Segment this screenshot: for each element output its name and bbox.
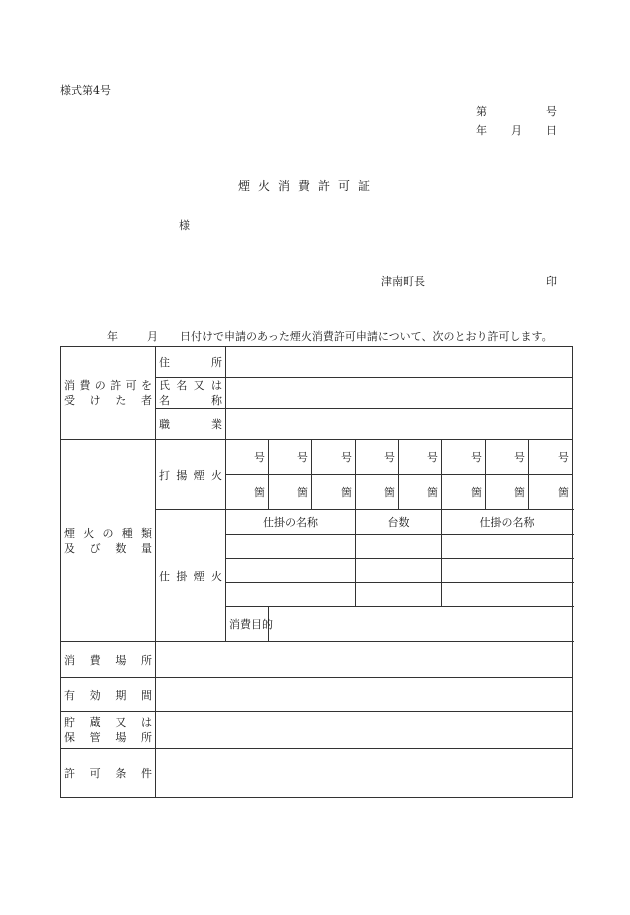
storage-field[interactable] bbox=[156, 712, 573, 749]
permit-holder-label bbox=[61, 347, 156, 440]
shikake-name-header: 仕掛の名称 bbox=[226, 510, 356, 535]
fireworks-label-line1: 煙火の種類 bbox=[64, 526, 152, 540]
doc-date-year: 年 bbox=[476, 124, 487, 137]
ko-cell[interactable]: 箇 bbox=[529, 475, 573, 510]
occupation-label: 職業 bbox=[156, 409, 226, 440]
occupation-field[interactable] bbox=[226, 409, 573, 440]
seal-mark: 印 bbox=[546, 275, 557, 288]
doc-number-dai: 第 bbox=[476, 105, 487, 118]
fireworks-label bbox=[61, 440, 156, 642]
shikake-name-cell[interactable] bbox=[442, 559, 573, 583]
addressee-sama: 様 bbox=[179, 219, 190, 232]
doc-number-go: 号 bbox=[546, 105, 557, 118]
name-label-line2: 名称 bbox=[159, 394, 222, 407]
shikake-count-cell[interactable] bbox=[356, 583, 442, 607]
form-number: 様式第4号 bbox=[60, 84, 111, 97]
storage-label-line2: 保管場所 bbox=[64, 731, 152, 744]
period-label: 有効期間 bbox=[61, 678, 156, 712]
conditions-field[interactable] bbox=[156, 749, 573, 798]
shikake-count-header: 台数 bbox=[356, 510, 442, 535]
ko-cell[interactable]: 箇 bbox=[269, 475, 312, 510]
shikake-name-cell[interactable] bbox=[442, 535, 573, 559]
go-cell[interactable]: 号 bbox=[529, 440, 573, 475]
ko-cell[interactable]: 箇 bbox=[442, 475, 486, 510]
ko-cell[interactable]: 箇 bbox=[399, 475, 442, 510]
intro-text: 日付けで申請のあった煙火消費許可申請について、次のとおり許可します。 bbox=[180, 330, 553, 343]
shikake-name-cell[interactable] bbox=[442, 583, 573, 607]
intro-year: 年 bbox=[107, 330, 118, 343]
address-label: 住所 bbox=[156, 347, 226, 378]
uchiage-label: 打揚煙火 bbox=[156, 440, 226, 510]
purpose-field[interactable] bbox=[269, 607, 573, 642]
row-conditions bbox=[61, 749, 573, 798]
permit-holder-label-line1: 消費の許可を bbox=[64, 379, 152, 392]
ko-cell[interactable]: 箇 bbox=[356, 475, 399, 510]
go-cell[interactable]: 号 bbox=[226, 440, 269, 475]
page-title: 煙火消費許可証 bbox=[238, 179, 379, 193]
ko-cell[interactable]: 箇 bbox=[486, 475, 529, 510]
row-storage bbox=[61, 712, 573, 749]
shikake-name-cell[interactable] bbox=[226, 583, 356, 607]
row-address bbox=[61, 347, 573, 378]
go-cell[interactable]: 号 bbox=[442, 440, 486, 475]
go-cell[interactable]: 号 bbox=[269, 440, 312, 475]
shikake-label: 仕掛煙火 bbox=[156, 510, 226, 642]
shikake-name-header: 仕掛の名称 bbox=[442, 510, 573, 535]
storage-label-line1: 貯蔵又は bbox=[64, 716, 152, 729]
fireworks-label-line2: 及び数量 bbox=[64, 541, 152, 555]
row-place bbox=[61, 642, 573, 678]
conditions-label: 許可条件 bbox=[61, 749, 156, 798]
storage-label bbox=[61, 712, 156, 749]
name-label bbox=[156, 378, 226, 409]
period-field[interactable] bbox=[156, 678, 573, 712]
go-cell[interactable]: 号 bbox=[399, 440, 442, 475]
go-cell[interactable]: 号 bbox=[356, 440, 399, 475]
intro-month: 月 bbox=[147, 330, 158, 343]
place-field[interactable] bbox=[156, 642, 573, 678]
purpose-label: 消費目的 bbox=[226, 607, 269, 642]
go-cell[interactable]: 号 bbox=[312, 440, 356, 475]
permit-form-table bbox=[60, 346, 573, 798]
shikake-count-cell[interactable] bbox=[356, 535, 442, 559]
place-label: 消費場所 bbox=[61, 642, 156, 678]
shikake-name-cell[interactable] bbox=[226, 559, 356, 583]
name-field[interactable] bbox=[226, 378, 573, 409]
name-label-line1: 氏名又は bbox=[159, 379, 222, 392]
row-period bbox=[61, 678, 573, 712]
go-cell[interactable]: 号 bbox=[486, 440, 529, 475]
shikake-count-cell[interactable] bbox=[356, 559, 442, 583]
doc-date-day: 日 bbox=[546, 124, 557, 137]
address-field[interactable] bbox=[226, 347, 573, 378]
doc-date-month: 月 bbox=[511, 124, 522, 137]
row-uchiage-go bbox=[61, 440, 573, 475]
ko-cell[interactable]: 箇 bbox=[226, 475, 269, 510]
issuer-name: 津南町長 bbox=[381, 275, 425, 288]
permit-holder-label-line2: 受けた者 bbox=[64, 394, 152, 407]
shikake-name-cell[interactable] bbox=[226, 535, 356, 559]
ko-cell[interactable]: 箇 bbox=[312, 475, 356, 510]
